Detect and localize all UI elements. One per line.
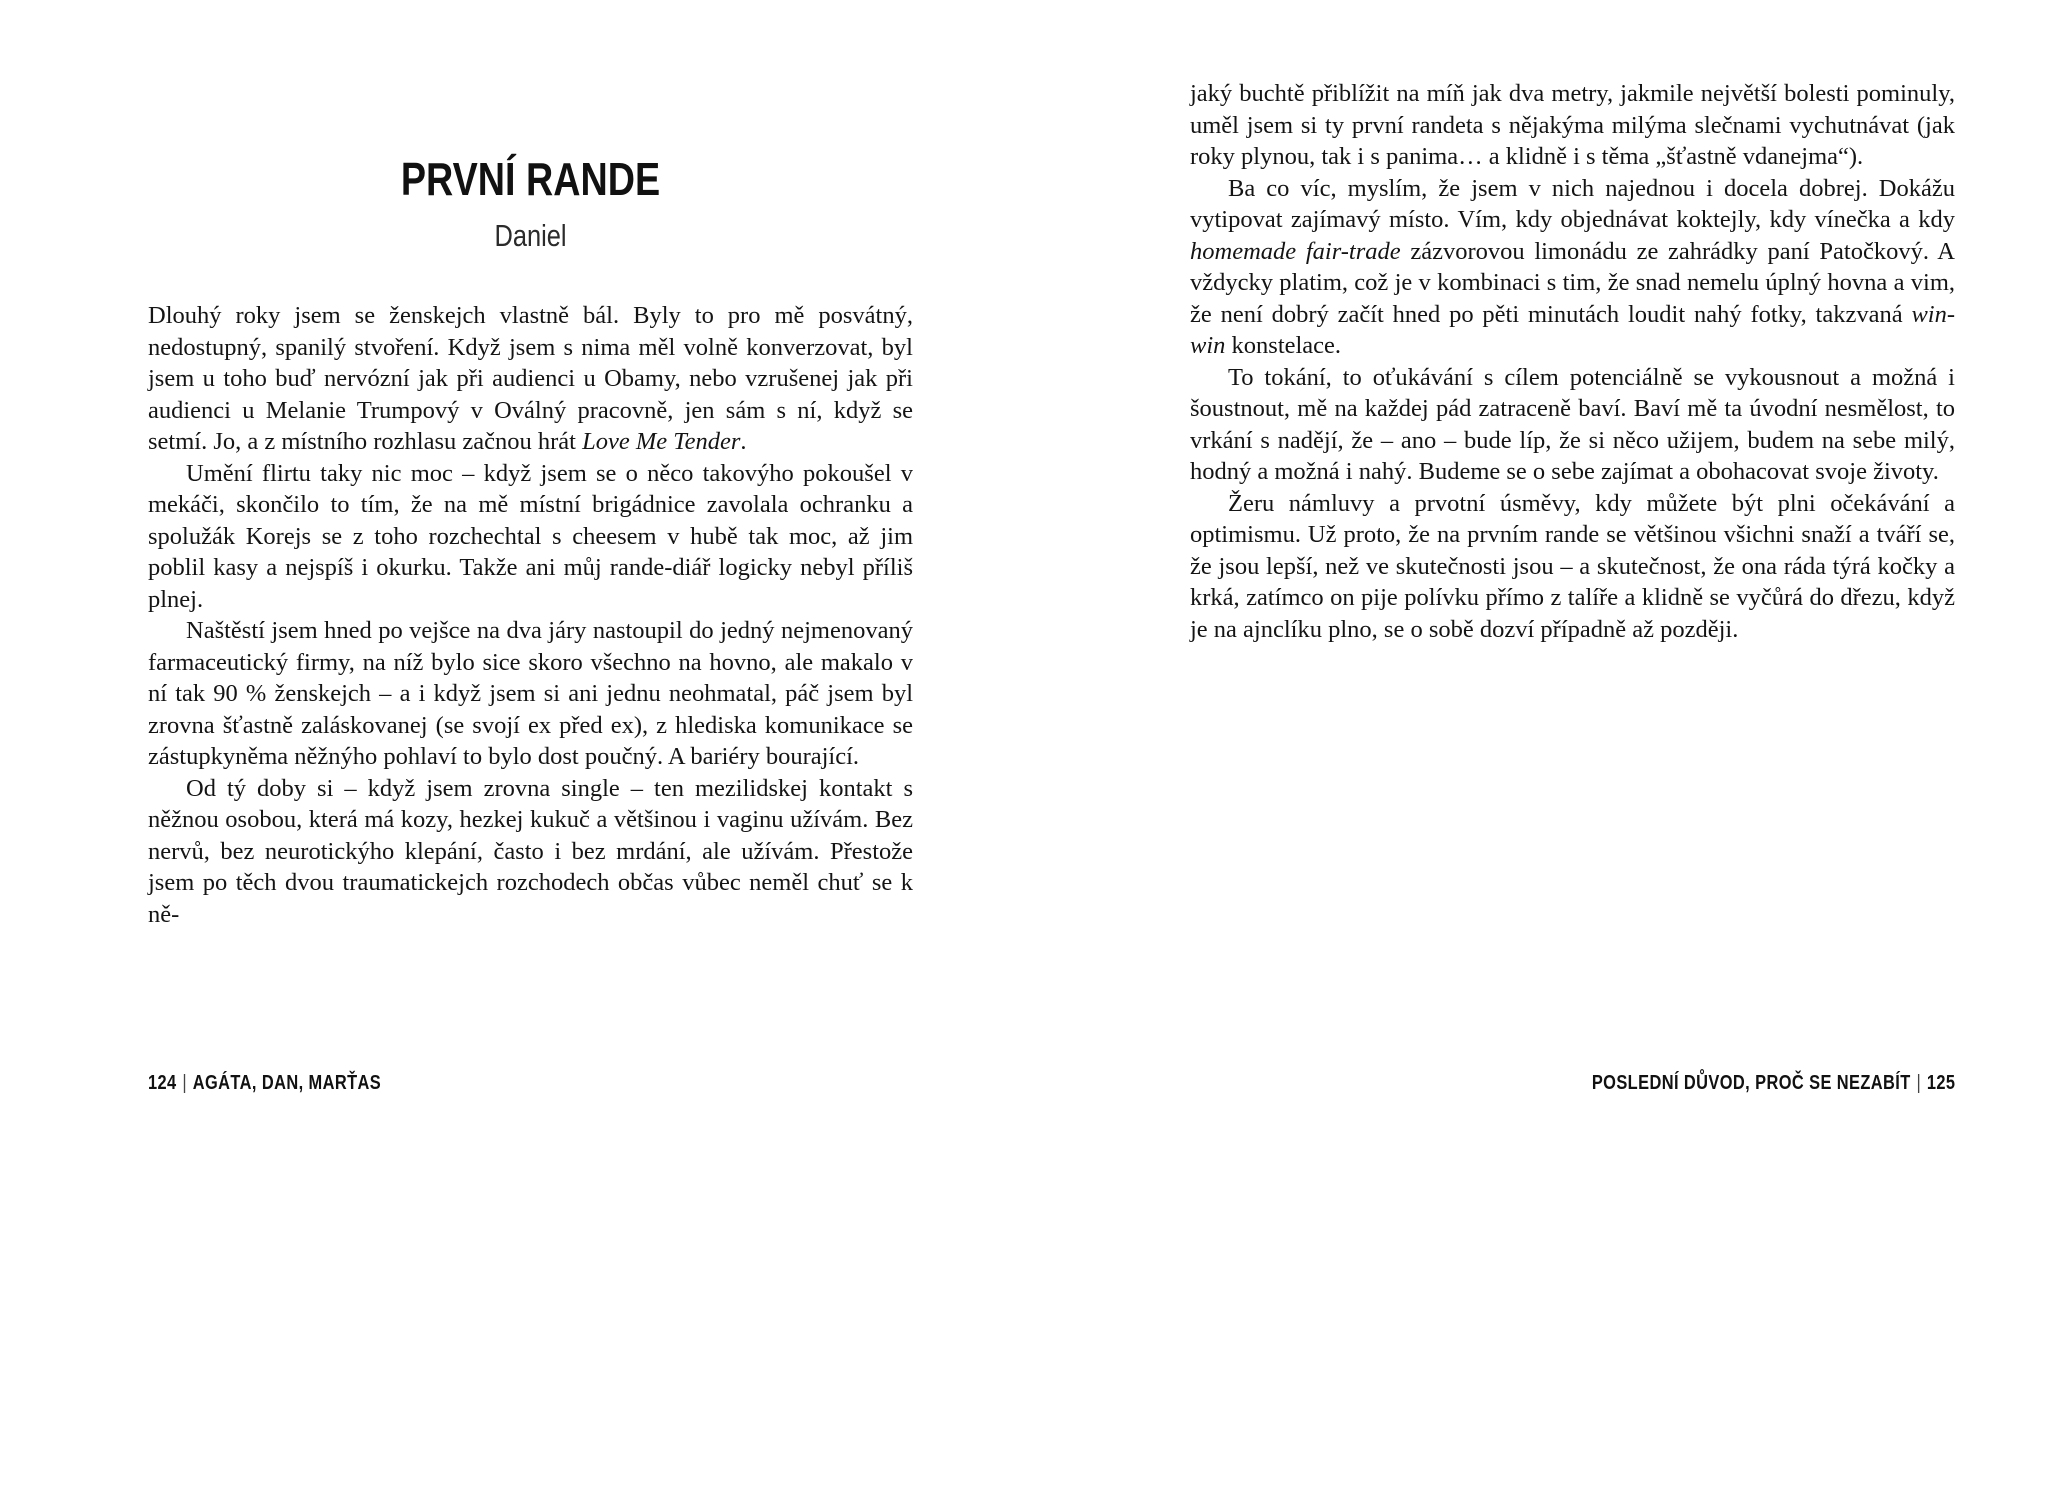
body-text-run: Od tý doby si – když jsem zrovna single – ten mezilidskej kontakt s něžnou osobou, která má kozy, hezkej kukuč a většinou i vaginu užívám. Bez nervů, bez neurotickýho klepání, často i bez mrdání, ale užívám. Přestože jsem po těch dvou traumatickejch rozchodech občas vůbec neměl chuť se k ně- xyxy=(148,774,913,928)
italic-text: win-win xyxy=(1190,300,1955,359)
body-text-run: To tokání, to oťukávání s cílem potenciálně se vykousnout a možná i šoustnout, mě na každej pád zatraceně baví. Baví mě ta úvodní nesmělost, to vrkání s nadějí, že – ano – bude líp, že si něco užijem, budem na sebe milý, hodný a možná i nahý. Budeme se o sebe zajímat a obohacovat svoje životy. xyxy=(1190,363,1955,485)
left-footer xyxy=(148,1072,381,1095)
paragraph xyxy=(148,458,913,616)
page-left xyxy=(148,0,913,1497)
paragraph xyxy=(1190,362,1955,488)
right-running-title: POSLEDNÍ DŮVOD, PROČ SE NEZABÍT xyxy=(1591,1072,1911,1094)
body-text-run: Dlouhý roky jsem se ženskejch vlastně bál. Byly to pro mě posvátný, nedostupný, spanilý stvoření. Když jsem s nima měl volně konverzovat, byl jsem u toho buď nervózní jak při audienci u Obamy, nebo vzrušenej jak při audienci u Melanie Trumpový v Oválný pracovně, jen sám s ní, když se setmí. Jo, a z místního rozhlasu začnou hrát xyxy=(148,302,913,455)
page-right xyxy=(1190,0,1955,1497)
chapter-author: Daniel xyxy=(494,218,567,253)
left-footer-separator: | xyxy=(182,1072,188,1094)
body-text-run: jaký buchtě přiblížit na míň jak dva metry, jakmile největší bolesti pominuly, uměl jsem si ty první randeta s nějakýma milýma slečnami vychutnávat (jak roky plynou, tak i s panima… a klidně i s těma „šťastně vdanejma“). xyxy=(1190,80,1955,170)
left-running-title: AGÁTA, DAN, MARŤAS xyxy=(192,1072,382,1094)
left-page-number: 124 xyxy=(148,1072,177,1094)
right-footer-separator: | xyxy=(1915,1072,1921,1094)
paragraph xyxy=(1190,78,1955,173)
paragraph xyxy=(1190,173,1955,362)
paragraph xyxy=(148,300,913,458)
paragraph xyxy=(148,615,913,773)
body-text-run: Ba co víc, myslím, že jsem v nich najednou i docela dobrej. Dokážu vytipovat zajímavý místo. Vím, kdy objednávat koktejly, kdy vínečka a kdy xyxy=(1190,174,1955,233)
italic-text: Love Me Tender xyxy=(582,428,741,455)
body-text-run: . xyxy=(740,428,747,455)
body-text-run: Umění flirtu taky nic moc – když jsem se o něco takovýho pokoušel v mekáči, skončilo to tím, že na mě místní brigádnice zavolala ochranku a spolužák Korejs se z toho rozchechtal s cheesem v hubě tak moc, až jim poblil kasy a nejspíš i okurku. Takže ani můj rande-diář logicky nebyl příliš plnej. xyxy=(148,459,913,613)
right-footer xyxy=(1591,1072,1955,1095)
body-text-run: zázvorovou limonádu ze zahrádky paní Patočkový. A vždycky platim, což je v kombinaci s tim, že snad nemelu úplný hovna a vim, že není dobrý začít hned po pěti minutách loudit nahý fotky, takzvaná xyxy=(1190,237,1955,328)
paragraph xyxy=(1190,488,1955,646)
body-text-run: Naštěstí jsem hned po vejšce na dva járy nastoupil do jedný nejmenovaný farmaceutický firmy, na níž bylo sice skoro všechno na hovno, ale makalo v ní tak 90 % ženskejch – a i když jsem si ani jednu neohmatal, páč jsem byl zrovna šťastně zaláskovanej (se svojí ex před ex), z hlediska komunikace se zástupkyněma něžnýho pohlaví to bylo dost poučný. A bariéry bourající. xyxy=(148,617,913,770)
paragraph xyxy=(148,773,913,931)
italic-text: homemade fair-trade xyxy=(1190,237,1401,265)
right-body-text xyxy=(1190,78,1955,645)
body-text-run: Žeru námluvy a prvotní úsměvy, kdy můžete být plni očekávání a optimismu. Už proto, že na prvním rande se většinou všichni snaží a tváří se, že jsou lepší, než ve skutečnosti jsou – a skutečnost, že ona ráda týrá kočky a krká, zatímco on pije polívku přímo z talíře a klidně se vyčůrá do dřezu, když je na ajnclíku plno, se o sobě dozví případně až později. xyxy=(1190,489,1955,643)
chapter-title: PRVNÍ RANDE xyxy=(400,153,661,205)
right-page-number: 125 xyxy=(1926,1072,1955,1094)
left-body-text xyxy=(148,300,913,930)
body-text-run: konstelace. xyxy=(1225,332,1342,359)
